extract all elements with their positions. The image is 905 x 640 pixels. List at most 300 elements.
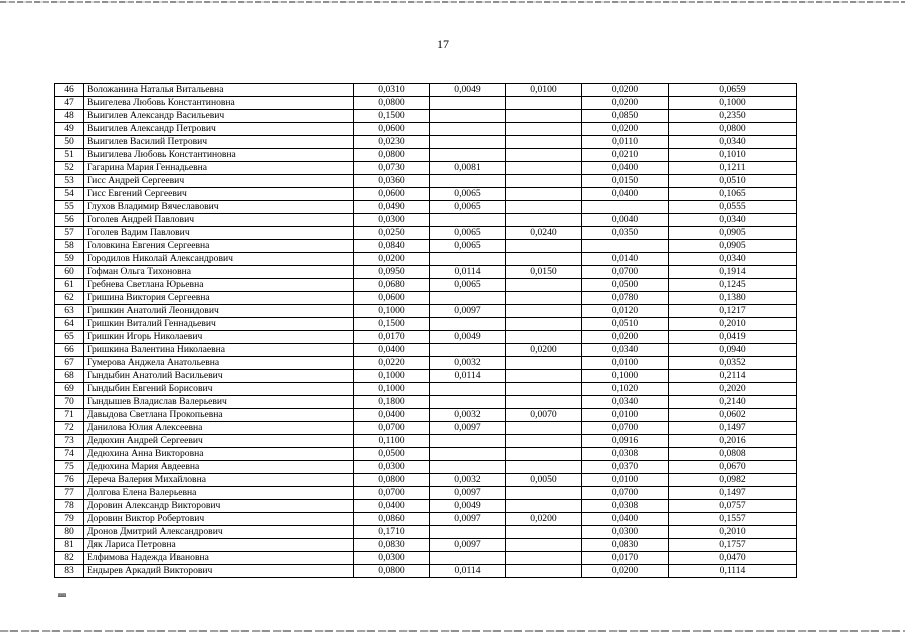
table-row: [55, 266, 797, 279]
row-number-cell: 67: [55, 357, 84, 370]
value-a-cell: 0,0170: [354, 331, 430, 344]
value-d-cell: [582, 201, 669, 214]
table-row: [55, 97, 797, 110]
value-c-cell: 0,0070: [506, 409, 582, 422]
value-a-cell: 0,1710: [354, 526, 430, 539]
value-a-cell: 0,1000: [354, 370, 430, 383]
total-cell: 0,2016: [669, 435, 797, 448]
value-c-cell: [506, 357, 582, 370]
value-a-cell: 0,0950: [354, 266, 430, 279]
table-row: [55, 357, 797, 370]
row-number-cell: 58: [55, 240, 84, 253]
value-b-cell: [430, 318, 506, 331]
row-number-cell: 46: [55, 84, 84, 97]
value-b-cell: [430, 435, 506, 448]
person-name-cell: Выигилева Любовь Константиновна: [84, 149, 354, 162]
value-d-cell: 0,0200: [582, 123, 669, 136]
value-d-cell: 0,0700: [582, 266, 669, 279]
value-c-cell: [506, 487, 582, 500]
value-b-cell: 0,0032: [430, 409, 506, 422]
value-b-cell: [430, 110, 506, 123]
person-name-cell: Выигелева Любовь Константиновна: [84, 97, 354, 110]
value-b-cell: [430, 149, 506, 162]
total-cell: 0,2140: [669, 396, 797, 409]
person-name-cell: Ендырев Аркадий Викторович: [84, 565, 354, 578]
value-a-cell: 0,0600: [354, 292, 430, 305]
person-name-cell: Гофман Ольга Тихоновна: [84, 266, 354, 279]
value-d-cell: 0,0308: [582, 448, 669, 461]
table-row: [55, 422, 797, 435]
value-a-cell: 0,1800: [354, 396, 430, 409]
value-a-cell: 0,1000: [354, 383, 430, 396]
value-a-cell: 0,0700: [354, 422, 430, 435]
table-row: [55, 435, 797, 448]
value-c-cell: [506, 370, 582, 383]
table-row: [55, 396, 797, 409]
table-body: [55, 84, 797, 578]
value-a-cell: 0,0300: [354, 461, 430, 474]
value-a-cell: 0,0600: [354, 188, 430, 201]
table-row: [55, 461, 797, 474]
person-name-cell: Гоголев Вадим Павлович: [84, 227, 354, 240]
person-name-cell: Головкина Евгения Сергеевна: [84, 240, 354, 253]
total-cell: 0,1065: [669, 188, 797, 201]
value-c-cell: 0,0240: [506, 227, 582, 240]
row-number-cell: 62: [55, 292, 84, 305]
person-name-cell: Выигилев Василий Петрович: [84, 136, 354, 149]
total-cell: 0,0982: [669, 474, 797, 487]
row-number-cell: 76: [55, 474, 84, 487]
total-cell: 0,2020: [669, 383, 797, 396]
row-number-cell: 56: [55, 214, 84, 227]
total-cell: 0,0340: [669, 214, 797, 227]
table-row: [55, 292, 797, 305]
value-b-cell: 0,0049: [430, 331, 506, 344]
value-d-cell: 0,0200: [582, 565, 669, 578]
value-c-cell: [506, 539, 582, 552]
person-name-cell: Выигилев Александр Петрович: [84, 123, 354, 136]
value-a-cell: 0,0310: [354, 84, 430, 97]
row-number-cell: 78: [55, 500, 84, 513]
table-row: [55, 539, 797, 552]
value-a-cell: 0,0400: [354, 344, 430, 357]
row-number-cell: 68: [55, 370, 84, 383]
row-number-cell: 70: [55, 396, 84, 409]
value-d-cell: 0,0170: [582, 552, 669, 565]
value-a-cell: 0,0730: [354, 162, 430, 175]
total-cell: 0,0470: [669, 552, 797, 565]
person-name-cell: Дедюхина Анна Викторовна: [84, 448, 354, 461]
value-a-cell: 0,0400: [354, 500, 430, 513]
total-cell: 0,0808: [669, 448, 797, 461]
value-d-cell: 0,0210: [582, 149, 669, 162]
value-d-cell: 0,0500: [582, 279, 669, 292]
value-d-cell: 0,0040: [582, 214, 669, 227]
person-name-cell: Гребнева Светлана Юрьевна: [84, 279, 354, 292]
row-number-cell: 63: [55, 305, 84, 318]
total-cell: 0,1010: [669, 149, 797, 162]
value-c-cell: [506, 422, 582, 435]
person-name-cell: Воложанина Наталья Витальевна: [84, 84, 354, 97]
value-a-cell: 0,0400: [354, 409, 430, 422]
value-b-cell: 0,0081: [430, 162, 506, 175]
row-number-cell: 50: [55, 136, 84, 149]
total-cell: 0,0905: [669, 240, 797, 253]
value-d-cell: 0,0200: [582, 97, 669, 110]
total-cell: 0,1557: [669, 513, 797, 526]
value-d-cell: 0,0110: [582, 136, 669, 149]
value-a-cell: 0,0700: [354, 487, 430, 500]
value-a-cell: 0,0300: [354, 214, 430, 227]
total-cell: 0,1211: [669, 162, 797, 175]
person-name-cell: Гоголев Андрей Павлович: [84, 214, 354, 227]
value-b-cell: 0,0097: [430, 513, 506, 526]
person-name-cell: Гришкин Анатолий Леонидович: [84, 305, 354, 318]
row-number-cell: 71: [55, 409, 84, 422]
row-number-cell: 53: [55, 175, 84, 188]
row-number-cell: 81: [55, 539, 84, 552]
person-name-cell: Дедюхин Андрей Сергеевич: [84, 435, 354, 448]
value-d-cell: 0,0400: [582, 513, 669, 526]
value-b-cell: [430, 214, 506, 227]
value-a-cell: 0,0500: [354, 448, 430, 461]
person-name-cell: Гришина Виктория Сергеевна: [84, 292, 354, 305]
table-row: [55, 526, 797, 539]
value-d-cell: 0,0308: [582, 500, 669, 513]
value-c-cell: 0,0050: [506, 474, 582, 487]
total-cell: 0,2010: [669, 318, 797, 331]
value-b-cell: 0,0065: [430, 227, 506, 240]
table-row: [55, 331, 797, 344]
total-cell: 0,0419: [669, 331, 797, 344]
person-name-cell: Гындышев Владислав Валерьевич: [84, 396, 354, 409]
total-cell: 0,2114: [669, 370, 797, 383]
value-c-cell: [506, 149, 582, 162]
table-row: [55, 84, 797, 97]
value-d-cell: 0,0850: [582, 110, 669, 123]
total-cell: 0,0670: [669, 461, 797, 474]
person-name-cell: Елфимова Надежда Ивановна: [84, 552, 354, 565]
value-c-cell: [506, 500, 582, 513]
value-c-cell: [506, 448, 582, 461]
person-name-cell: Гисс Евгений Сергеевич: [84, 188, 354, 201]
value-d-cell: 0,0100: [582, 357, 669, 370]
total-cell: 0,1380: [669, 292, 797, 305]
value-d-cell: 0,0370: [582, 461, 669, 474]
value-d-cell: 0,0120: [582, 305, 669, 318]
total-cell: 0,2010: [669, 526, 797, 539]
value-d-cell: 0,1000: [582, 370, 669, 383]
table-row: [55, 409, 797, 422]
value-b-cell: 0,0065: [430, 201, 506, 214]
value-c-cell: [506, 383, 582, 396]
value-b-cell: 0,0065: [430, 240, 506, 253]
value-b-cell: [430, 253, 506, 266]
total-cell: 0,1497: [669, 487, 797, 500]
table-row: [55, 474, 797, 487]
value-d-cell: 0,0340: [582, 344, 669, 357]
value-a-cell: 0,0800: [354, 149, 430, 162]
total-cell: 0,2350: [669, 110, 797, 123]
value-c-cell: 0,0200: [506, 513, 582, 526]
total-cell: 0,0940: [669, 344, 797, 357]
person-name-cell: Дедюхина Мария Авдеевна: [84, 461, 354, 474]
row-number-cell: 61: [55, 279, 84, 292]
row-number-cell: 54: [55, 188, 84, 201]
row-number-cell: 73: [55, 435, 84, 448]
table-row: [55, 383, 797, 396]
row-number-cell: 74: [55, 448, 84, 461]
value-c-cell: [506, 552, 582, 565]
value-a-cell: 0,0800: [354, 565, 430, 578]
value-a-cell: 0,0360: [354, 175, 430, 188]
table-row: [55, 136, 797, 149]
value-c-cell: [506, 214, 582, 227]
total-cell: 0,0659: [669, 84, 797, 97]
value-a-cell: 0,0600: [354, 123, 430, 136]
total-cell: 0,0757: [669, 500, 797, 513]
value-d-cell: 0,0916: [582, 435, 669, 448]
person-name-cell: Гисс Андрей Сергеевич: [84, 175, 354, 188]
value-b-cell: 0,0065: [430, 188, 506, 201]
total-cell: 0,0352: [669, 357, 797, 370]
person-name-cell: Гришкин Виталий Геннадьевич: [84, 318, 354, 331]
total-cell: 0,0510: [669, 175, 797, 188]
value-a-cell: 0,0230: [354, 136, 430, 149]
value-d-cell: 0,0150: [582, 175, 669, 188]
row-number-cell: 79: [55, 513, 84, 526]
value-b-cell: [430, 136, 506, 149]
row-number-cell: 59: [55, 253, 84, 266]
value-d-cell: 0,0700: [582, 487, 669, 500]
total-cell: 0,1497: [669, 422, 797, 435]
value-b-cell: [430, 292, 506, 305]
table-row: [55, 552, 797, 565]
table-row: [55, 240, 797, 253]
value-b-cell: [430, 97, 506, 110]
person-name-cell: Данилова Юлия Алексеевна: [84, 422, 354, 435]
value-a-cell: 0,0680: [354, 279, 430, 292]
shares-table: [54, 83, 797, 578]
value-d-cell: 0,0300: [582, 526, 669, 539]
row-number-cell: 49: [55, 123, 84, 136]
value-b-cell: 0,0097: [430, 487, 506, 500]
person-name-cell: Долгова Елена Валерьевна: [84, 487, 354, 500]
value-c-cell: [506, 318, 582, 331]
value-b-cell: [430, 123, 506, 136]
total-cell: 0,0555: [669, 201, 797, 214]
value-c-cell: [506, 110, 582, 123]
value-c-cell: [506, 175, 582, 188]
table-row: [55, 279, 797, 292]
row-number-cell: 77: [55, 487, 84, 500]
person-name-cell: Дереча Валерия Михайловна: [84, 474, 354, 487]
value-c-cell: 0,0150: [506, 266, 582, 279]
value-d-cell: 0,0780: [582, 292, 669, 305]
row-number-cell: 83: [55, 565, 84, 578]
value-b-cell: [430, 396, 506, 409]
value-a-cell: 0,0200: [354, 253, 430, 266]
table-row: [55, 500, 797, 513]
value-b-cell: 0,0114: [430, 370, 506, 383]
value-c-cell: [506, 292, 582, 305]
value-c-cell: [506, 526, 582, 539]
person-name-cell: Гындыбин Евгений Борисович: [84, 383, 354, 396]
value-a-cell: 0,0220: [354, 357, 430, 370]
value-c-cell: [506, 565, 582, 578]
value-a-cell: 0,0840: [354, 240, 430, 253]
row-number-cell: 52: [55, 162, 84, 175]
row-number-cell: 72: [55, 422, 84, 435]
value-c-cell: [506, 435, 582, 448]
value-a-cell: 0,0860: [354, 513, 430, 526]
table-row: [55, 162, 797, 175]
table-row: [55, 344, 797, 357]
scan-edge-bottom: [0, 630, 905, 632]
table-row: [55, 175, 797, 188]
person-name-cell: Доровин Александр Викторович: [84, 500, 354, 513]
table-row: [55, 188, 797, 201]
value-b-cell: [430, 552, 506, 565]
value-b-cell: [430, 344, 506, 357]
table-row: [55, 110, 797, 123]
person-name-cell: Гришкина Валентина Николаевна: [84, 344, 354, 357]
table-row: [55, 318, 797, 331]
table-row: [55, 253, 797, 266]
table-row: [55, 201, 797, 214]
person-name-cell: Гындыбин Анатолий Васильевич: [84, 370, 354, 383]
value-b-cell: [430, 526, 506, 539]
value-b-cell: 0,0097: [430, 539, 506, 552]
value-c-cell: [506, 162, 582, 175]
value-b-cell: 0,0114: [430, 565, 506, 578]
row-number-cell: 75: [55, 461, 84, 474]
value-a-cell: 0,0490: [354, 201, 430, 214]
value-d-cell: 0,0830: [582, 539, 669, 552]
total-cell: 0,1245: [669, 279, 797, 292]
value-c-cell: [506, 461, 582, 474]
value-b-cell: 0,0049: [430, 84, 506, 97]
value-d-cell: 0,0400: [582, 188, 669, 201]
person-name-cell: Давыдова Светлана Прокопьевна: [84, 409, 354, 422]
table-row: [55, 214, 797, 227]
total-cell: 0,0340: [669, 253, 797, 266]
value-a-cell: 0,1100: [354, 435, 430, 448]
value-d-cell: 0,0510: [582, 318, 669, 331]
person-name-cell: Городилов Николай Александрович: [84, 253, 354, 266]
value-b-cell: 0,0097: [430, 305, 506, 318]
value-c-cell: [506, 136, 582, 149]
value-b-cell: 0,0032: [430, 474, 506, 487]
value-b-cell: 0,0097: [430, 422, 506, 435]
row-number-cell: 47: [55, 97, 84, 110]
total-cell: 0,1000: [669, 97, 797, 110]
table-row: [55, 513, 797, 526]
value-b-cell: 0,0032: [430, 357, 506, 370]
person-name-cell: Глухов Владимир Вячеславович: [84, 201, 354, 214]
person-name-cell: Дяк Лариса Петровна: [84, 539, 354, 552]
value-c-cell: [506, 201, 582, 214]
total-cell: 0,1914: [669, 266, 797, 279]
table-row: [55, 487, 797, 500]
scan-edge-top: [0, 1, 905, 3]
value-a-cell: 0,1500: [354, 110, 430, 123]
value-b-cell: [430, 175, 506, 188]
value-d-cell: 0,0100: [582, 409, 669, 422]
value-a-cell: 0,0800: [354, 97, 430, 110]
value-d-cell: 0,1020: [582, 383, 669, 396]
person-name-cell: Дронов Дмитрий Александрович: [84, 526, 354, 539]
total-cell: 0,1757: [669, 539, 797, 552]
value-c-cell: [506, 305, 582, 318]
value-c-cell: [506, 253, 582, 266]
value-d-cell: 0,0700: [582, 422, 669, 435]
row-number-cell: 55: [55, 201, 84, 214]
value-b-cell: [430, 448, 506, 461]
value-d-cell: 0,0140: [582, 253, 669, 266]
value-b-cell: 0,0114: [430, 266, 506, 279]
value-c-cell: [506, 396, 582, 409]
value-a-cell: 0,0830: [354, 539, 430, 552]
total-cell: 0,1217: [669, 305, 797, 318]
value-b-cell: 0,0065: [430, 279, 506, 292]
value-d-cell: 0,0350: [582, 227, 669, 240]
table-row: [55, 123, 797, 136]
value-c-cell: [506, 97, 582, 110]
value-d-cell: 0,0340: [582, 396, 669, 409]
value-c-cell: [506, 123, 582, 136]
value-b-cell: [430, 461, 506, 474]
person-name-cell: Выигилев Александр Васильевич: [84, 110, 354, 123]
row-number-cell: 69: [55, 383, 84, 396]
row-number-cell: 80: [55, 526, 84, 539]
row-number-cell: 48: [55, 110, 84, 123]
value-a-cell: 0,0250: [354, 227, 430, 240]
value-c-cell: [506, 188, 582, 201]
table-row: [55, 448, 797, 461]
row-number-cell: 64: [55, 318, 84, 331]
page-number: 17: [437, 37, 449, 51]
table-row: [55, 305, 797, 318]
table-row: [55, 149, 797, 162]
table-row: [55, 227, 797, 240]
value-d-cell: 0,0200: [582, 84, 669, 97]
value-c-cell: 0,0200: [506, 344, 582, 357]
value-c-cell: [506, 279, 582, 292]
value-d-cell: 0,0400: [582, 162, 669, 175]
total-cell: 0,0800: [669, 123, 797, 136]
value-d-cell: 0,0100: [582, 474, 669, 487]
row-number-cell: 60: [55, 266, 84, 279]
person-name-cell: Доровин Виктор Робертович: [84, 513, 354, 526]
value-a-cell: 0,1500: [354, 318, 430, 331]
value-a-cell: 0,0800: [354, 474, 430, 487]
value-a-cell: 0,1000: [354, 305, 430, 318]
row-number-cell: 51: [55, 149, 84, 162]
table-row: [55, 565, 797, 578]
value-c-cell: [506, 240, 582, 253]
value-c-cell: 0,0100: [506, 84, 582, 97]
value-b-cell: 0,0049: [430, 500, 506, 513]
value-d-cell: 0,0200: [582, 331, 669, 344]
table-row: [55, 370, 797, 383]
row-number-cell: 82: [55, 552, 84, 565]
total-cell: 0,0905: [669, 227, 797, 240]
total-cell: 0,0602: [669, 409, 797, 422]
row-number-cell: 57: [55, 227, 84, 240]
person-name-cell: Гришкин Игорь Николаевич: [84, 331, 354, 344]
person-name-cell: Гумерова Анджела Анатольевна: [84, 357, 354, 370]
